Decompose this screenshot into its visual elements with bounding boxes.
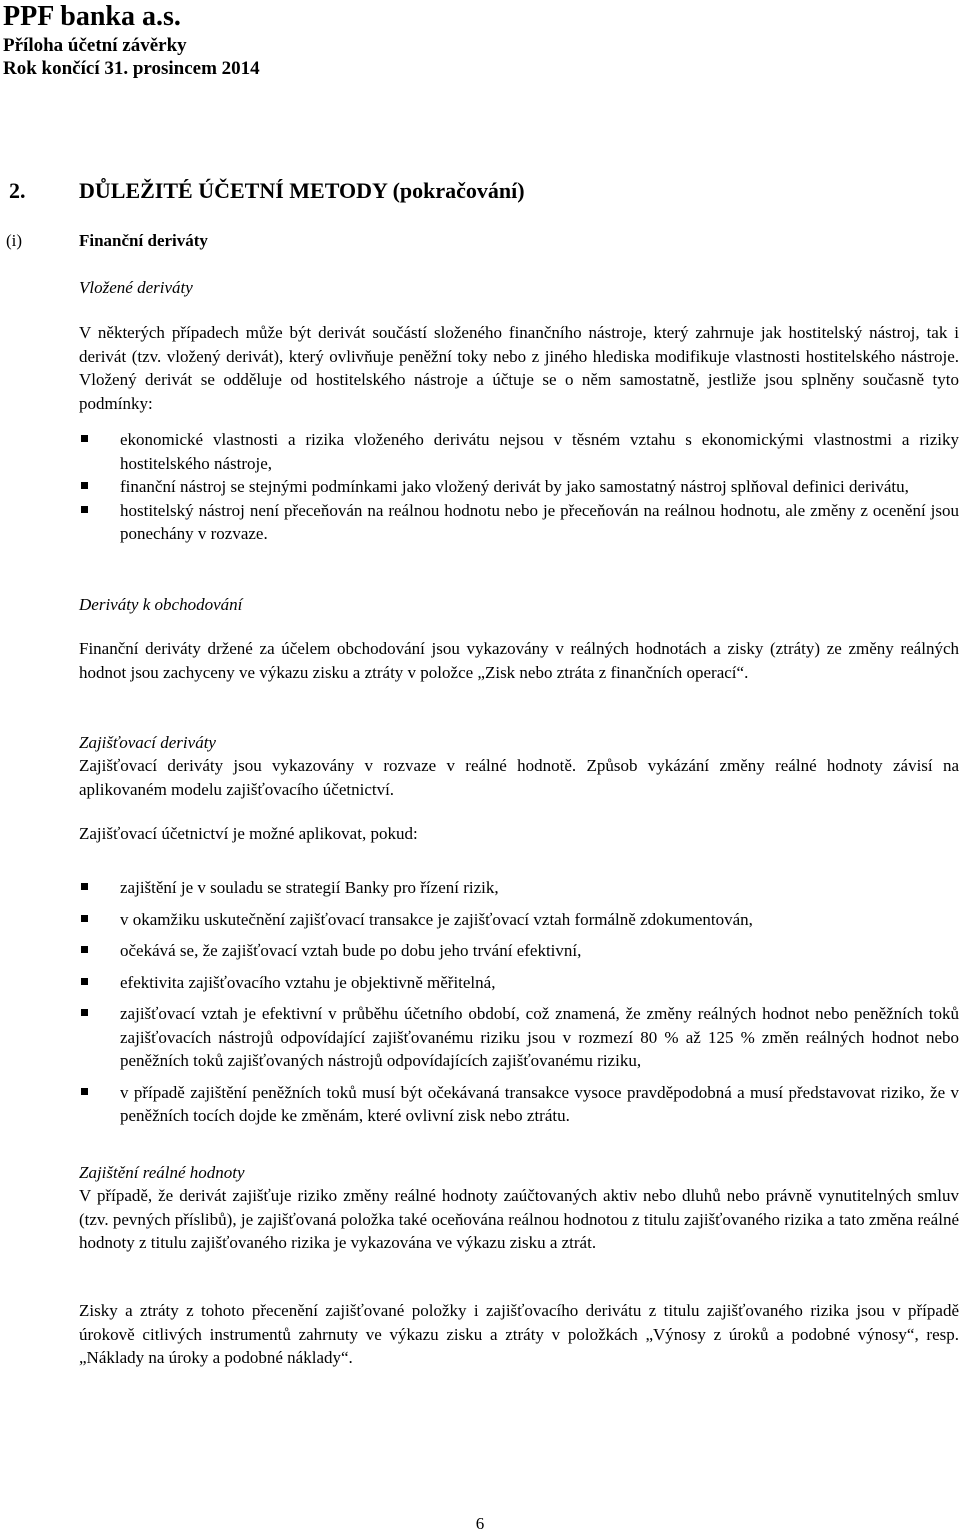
bullet-square-icon — [81, 915, 88, 922]
trading-heading: Deriváty k obchodování — [79, 595, 243, 614]
hedging-paragraph: Zajišťovací deriváty jsou vykazovány v rozvaze v reálné hodnotě. Způsob vykázání změny reálné hodnoty závisí na aplikovaném modelu zajišťovacího účetnictví. — [79, 756, 959, 799]
bullet-square-icon — [81, 1088, 88, 1095]
embedded-conditions-list — [79, 428, 959, 546]
document-header — [3, 0, 260, 80]
fair-value-heading: Zajištění reálné hodnoty — [79, 1163, 245, 1182]
page-number: 6 — [475, 1514, 485, 1533]
list-item: finanční nástroj se stejnými podmínkami jako vložený derivát by jako samostatný nástroj splňoval definici derivátu, — [79, 475, 959, 499]
bullet-square-icon — [81, 978, 88, 985]
list-item: očekává se, že zajišťovací vztah bude po dobu jeho trvání efektivní, — [79, 939, 959, 963]
embedded-heading: Vložené deriváty — [79, 278, 193, 297]
fair-value-paragraph-1: V případě, že derivát zajišťuje riziko změny reálné hodnoty zaúčtovaných aktiv nebo dluhů nebo právně vynutitelných smluv (tzv. pevných příslibů), je zajišťovaná položka také oceňována reálnou hodnotou z titulu zajišťovaného rizika a tato změna reálné hodnoty z titulu zajišťovaného rizika je vykazována ve výkazu zisku a ztrát. — [79, 1186, 959, 1252]
document-subtitle: Příloha účetní závěrky — [3, 35, 187, 56]
list-item: zajištění je v souladu se strategií Banky pro řízení rizik, — [79, 876, 959, 900]
subsection-number: (i) — [6, 231, 23, 250]
bullet-square-icon — [81, 482, 88, 489]
list-item: efektivita zajišťovacího vztahu je objektivně měřitelná, — [79, 971, 959, 995]
list-item: zajišťovací vztah je efektivní v průběhu účetního období, což znamená, že změny reálných hodnot nebo peněžních toků zajišťovacích nástrojů odpovídající zajišťovanému riziku jsou v rozmezí 80 % až 125 % změn reálných hodnot nebo peněžních toků zajišťovaných nástrojů odpovídajících zajišťovanému riziku, — [79, 1002, 959, 1073]
bullet-square-icon — [81, 883, 88, 890]
bank-name: PPF banka a.s. — [3, 1, 181, 32]
list-item: v okamžiku uskutečnění zajišťovací transakce je zajišťovací vztah formálně zdokumentován, — [79, 908, 959, 932]
section-title: DŮLEŽITÉ ÚČETNÍ METODY (pokračování) — [79, 178, 525, 203]
trading-paragraph: Finanční deriváty držené za účelem obchodování jsou vykazovány v reálných hodnotách a zisky (ztráty) ze změny reálných hodnot jsou zachyceny ve výkazu zisku a ztráty v položce „Zisk nebo ztráta z finančních operací“. — [79, 639, 959, 682]
hedging-conditions-intro: Zajišťovací účetnictví je možné aplikovat, pokud: — [79, 824, 418, 843]
hedging-conditions-list — [79, 876, 959, 1128]
bullet-square-icon — [81, 506, 88, 513]
list-item: v případě zajištění peněžních toků musí být očekávaná transakce vysoce pravděpodobná a musí představovat riziko, že v peněžních tocích dojde ke změnám, které ovlivní zisk nebo ztrátu. — [79, 1081, 959, 1128]
bullet-square-icon — [81, 946, 88, 953]
embedded-paragraph: V některých případech může být derivát součástí složeného finančního nástroje, který zahrnuje jak hostitelský nástroj, tak i derivát (tzv. vložený derivát), který ovlivňuje peněžní toky nebo z jiného hlediska modifikuje vlastnosti hostitelského nástroje. Vložený derivát se odděluje od hostitelského nástroje a účtuje se o něm samostatně, jestliže jsou splněny současně tyto podmínky: — [79, 323, 959, 413]
list-item: hostitelský nástroj není přeceňován na reálnou hodnotu nebo je přeceňován na reálnou hodnotu, ale změny z ocenění jsou ponechány v rozvaze. — [79, 499, 959, 546]
bullet-square-icon — [81, 1009, 88, 1016]
section-number: 2. — [9, 178, 26, 203]
fair-value-paragraph-2: Zisky a ztráty z tohoto přecenění zajišťované položky i zajišťovacího derivátu z titulu zajišťovaného rizika jsou v případě úrokově citlivých instrumentů zahrnuty ve výkazu zisku a ztráty v položkách „Výnosy z úroků a podobné výnosy“, resp. „Náklady na úroky a podobné náklady“. — [79, 1301, 959, 1367]
list-item: ekonomické vlastnosti a rizika vloženého derivátu nejsou v těsném vztahu s ekonomickými vlastnostmi a riziky hostitelského nástroje, — [79, 428, 959, 475]
reporting-period: Rok končící 31. prosincem 2014 — [3, 58, 260, 79]
bullet-square-icon — [81, 435, 88, 442]
hedging-heading: Zajišťovací deriváty — [79, 733, 216, 752]
subsection-title: Finanční deriváty — [79, 231, 208, 250]
